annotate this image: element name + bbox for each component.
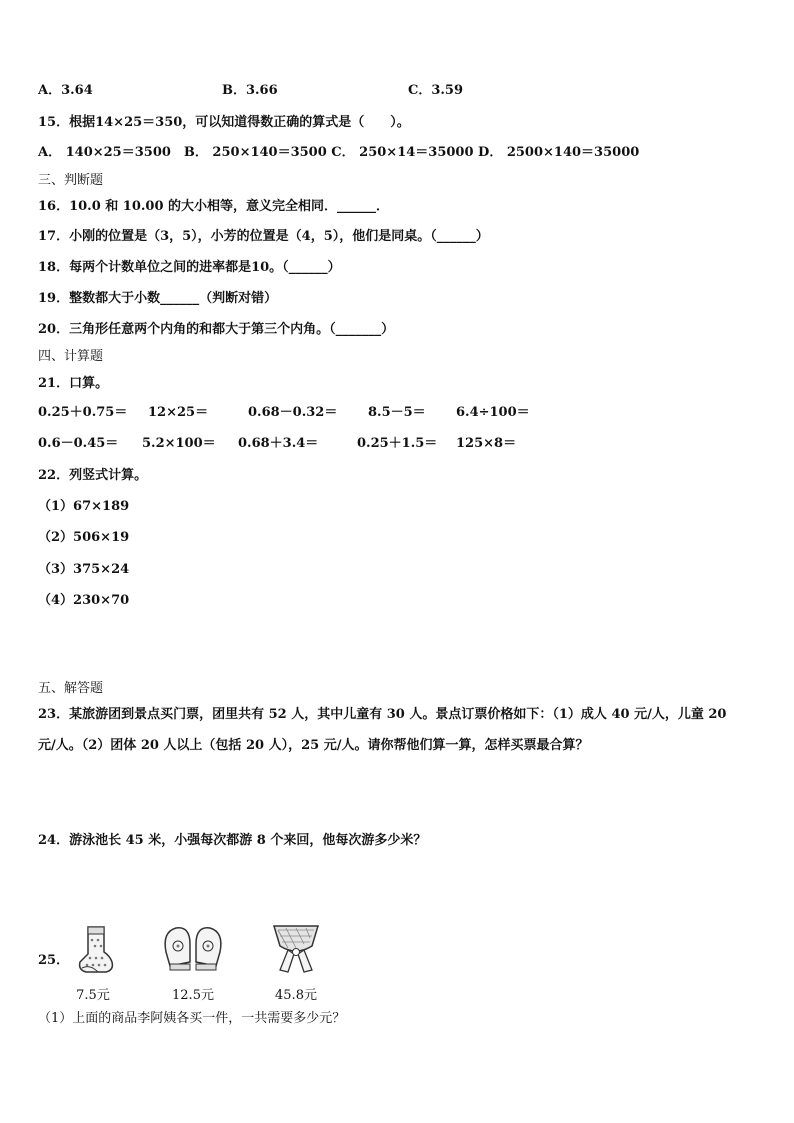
oral-calc-item: 0.68－0.32＝ [248,405,338,420]
question-16: 16．10.0 和 10.00 的大小相等，意义完全相同．______． [38,199,390,214]
gloves-icon [160,922,226,974]
scarf-price: 45.8元 [275,988,317,1003]
question-17: 17．小刚的位置是（3，5），小芳的位置是（4，5），他们是同桌。（______） [38,229,489,244]
section-title-word-problems: 五、解答题 [38,681,104,696]
question-21: 21．口算。 [38,376,109,391]
question-25-sub1: （1）上面的商品李阿姨各买一件，一共需要多少元？ [38,1011,346,1026]
question-20: 20．三角形任意两个内角的和都大于第三个内角。（_______） [38,322,395,337]
question-25-number: 25． [38,953,70,968]
oral-calc-item: 5.2×100＝ [142,436,216,451]
option-c: C．3.59 [408,83,464,98]
vertical-calc-item: （3）375×24 [38,562,130,577]
sock-icon [70,924,122,976]
question-24: 24．游泳池长 45 米，小强每次都游 8 个来回，他每次游多少米？ [38,833,427,848]
section-title-calculation: 四、计算题 [38,349,104,364]
gloves-price: 12.5元 [172,988,214,1003]
option-a: A．3.64 [38,83,93,98]
vertical-calc-item: （4）230×70 [38,593,130,608]
vertical-calc-item: （1）67×189 [38,499,130,514]
oral-calc-item: 0.25＋0.75＝ [38,405,128,420]
question-23-line1: 23．某旅游团到景点买门票，团里共有 52 人，其中儿童有 30 人。景点订票价格如下：（1）成人 40 元/人，儿童 20 [38,707,727,722]
vertical-calc-item: （2）506×19 [38,530,130,545]
sock-price: 7.5元 [76,988,110,1003]
question-19: 19．整数都大于小数______（判断对错） [38,291,278,306]
oral-calc-item: 0.6－0.45＝ [38,436,119,451]
question-15-options: A． 140×25＝3500 B． 250×140＝3500 C． 250×14＝35000 D． 2500×140＝35000 [38,145,640,160]
oral-calc-item: 125×8＝ [456,436,517,451]
question-15: 15．根据14×25＝350，可以知道得数正确的算式是（ ）。 [38,115,410,130]
question-23-line2: 元/人。（2）团体 20 人以上（包括 20 人），25 元/人。请你帮他们算一算，怎样买票最合算？ [38,738,589,753]
oral-calc-item: 0.68＋3.4＝ [238,436,319,451]
scarf-icon [266,920,326,976]
oral-calc-item: 0.25＋1.5＝ [357,436,438,451]
section-title-judgement: 三、判断题 [38,173,104,188]
option-b: B．3.66 [222,83,278,98]
oral-calc-item: 6.4÷100＝ [456,405,530,420]
oral-calc-item: 12×25＝ [148,405,209,420]
question-18: 18．每两个计数单位之间的进率都是10。（______） [38,260,341,275]
oral-calc-item: 8.5－5＝ [368,405,426,420]
question-22: 22．列竖式计算。 [38,468,148,483]
